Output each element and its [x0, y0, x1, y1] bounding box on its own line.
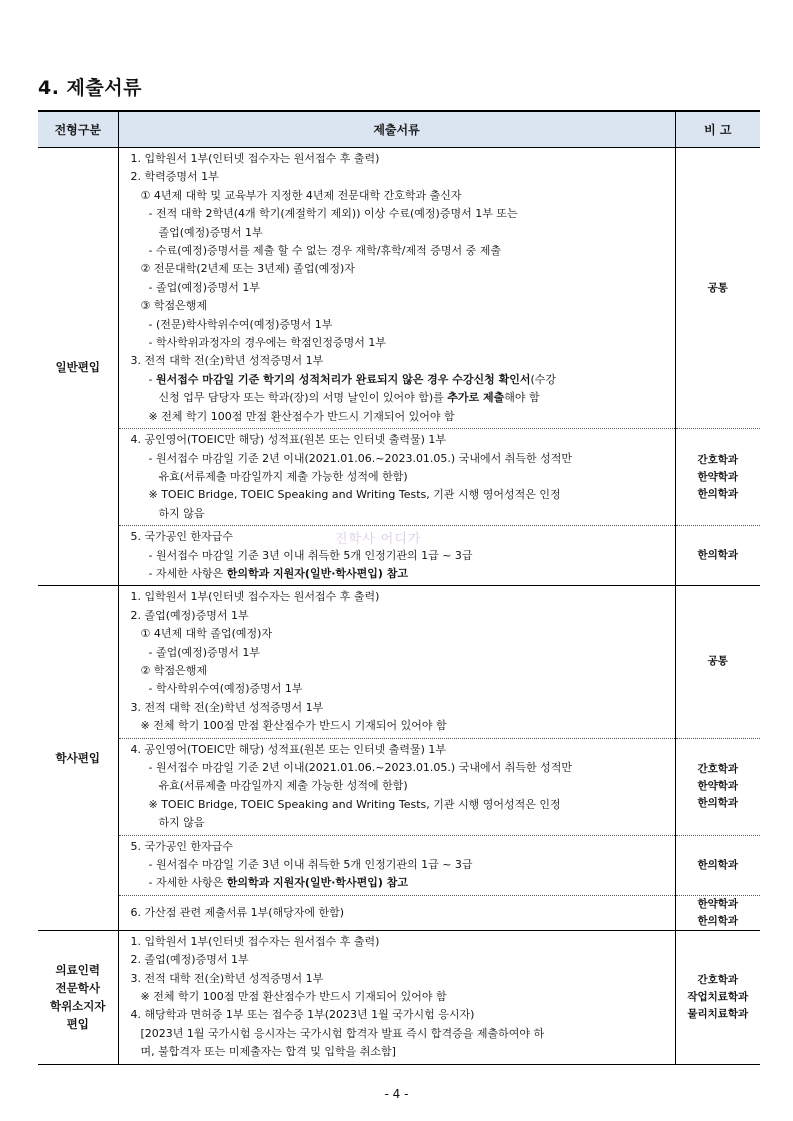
document-line: ※ TOEIC Bridge, TOEIC Speaking and Writing Tests, 기관 시행 영어성적은 인정 — [148, 488, 561, 502]
document-line: 4. 해당학과 면허증 1부 또는 접수증 1부(2023년 1월 국가시험 응시자) — [130, 1008, 475, 1022]
note-cell: 한의학과 — [675, 526, 760, 586]
document-line: - 졸업(예정)증명서 1부 — [148, 645, 261, 659]
document-line: - 원서접수 마감일 기준 3년 이내 취득한 5개 인정기관의 1급 ~ 3급 — [148, 548, 473, 562]
document-line: 신청 업무 담당자 또는 학과(장)의 서명 날인이 있어야 함)를 추가로 제출해야 함 — [158, 391, 540, 405]
document-line: 1. 입학원서 1부(인터넷 접수자는 원서접수 후 출력) — [130, 590, 380, 604]
document-line: 졸업(예정)증명서 1부 — [158, 225, 263, 239]
document-line: 며, 불합격자 또는 미제출자는 합격 및 입학을 취소함] — [140, 1045, 396, 1059]
header-note: 비 고 — [675, 111, 760, 148]
table-header-row — [38, 111, 760, 148]
document-line: - 원서접수 마감일 기준 2년 이내(2021.01.06.~2023.01.05.) 국내에서 취득한 성적만 — [148, 761, 572, 774]
document-line: - 원서접수 마감일 기준 학기의 성적처리가 완료되지 않은 경우 수강신청 확인서(수강 — [148, 372, 557, 386]
document-line: - (전문)학사학위수여(예정)증명서 1부 — [148, 317, 333, 331]
document-line: - 원서접수 마감일 기준 2년 이내(2021.01.06.~2023.01.05.) 국내에서 취득한 성적만 — [148, 451, 572, 465]
document-line: - 학사학위수여(예정)증명서 1부 — [148, 682, 303, 696]
document-line: 6. 가산점 관련 제출서류 1부(해당자에 한함) — [130, 905, 345, 919]
document-line: 5. 국가공인 한자급수 — [130, 530, 233, 544]
document-line: ③ 학점은행제 — [140, 299, 207, 313]
document-line: 4. 공인영어(TOEIC만 해당) 성적표(원본 또는 인터넷 출력물) 1부 — [130, 742, 447, 756]
admission-type-cell: 일반편입 — [38, 148, 118, 586]
document-line: ※ 전체 학기 100점 만점 환산점수가 반드시 기재되어 있어야 함 — [140, 990, 447, 1004]
document-line: 1. 입학원서 1부(인터넷 접수자는 원서접수 후 출력) — [130, 934, 380, 948]
documents-cell — [118, 148, 675, 429]
table-row — [38, 895, 760, 930]
watermark-logo: 진학사 어디가 — [335, 532, 422, 547]
document-line: - 원서접수 마감일 기준 3년 이내 취득한 5개 인정기관의 1급 ~ 3급 — [148, 858, 473, 872]
document-line: - 자세한 사항은 한의학과 지원자(일반·학사편입) 참고 — [148, 876, 409, 890]
note-cell: 공통 — [675, 586, 760, 738]
document-line: 3. 전적 대학 전(全)학년 성적증명서 1부 — [130, 700, 324, 714]
note-cell: 공통 — [675, 148, 760, 429]
note-cell: 간호학과 한약학과 한의학과 — [675, 738, 760, 835]
table-row — [38, 930, 760, 1064]
document-line: ※ 전체 학기 100점 만점 환산점수가 반드시 기재되어 있어야 함 — [148, 409, 455, 423]
documents-table — [38, 110, 760, 1065]
header-type: 전형구분 — [38, 111, 118, 148]
document-line: [2023년 1월 국가시험 응시자는 국가시험 합격자 발표 즉시 합격증을 제출하여야 하 — [140, 1026, 545, 1040]
document-line: - 수료(예정)증명서를 제출 할 수 없는 경우 재학/휴학/제적 증명서 중 제출 — [148, 244, 501, 258]
table-row — [38, 586, 760, 738]
table-row — [38, 526, 760, 586]
section-title: 4. 제출서류 — [38, 77, 142, 99]
table-row — [38, 429, 760, 526]
document-line: 하지 않음 — [158, 506, 205, 520]
note-cell: 한약학과 한의학과 — [675, 895, 760, 930]
header-documents: 제출서류 — [118, 111, 675, 148]
document-line: 3. 전적 대학 전(全)학년 성적증명서 1부 — [130, 971, 324, 985]
table-row — [38, 835, 760, 895]
documents-cell — [118, 930, 675, 1064]
document-line: 하지 않음 — [158, 816, 205, 830]
documents-cell — [118, 835, 675, 895]
document-line: 2. 졸업(예정)증명서 1부 — [130, 608, 249, 622]
document-line: 2. 학력증명서 1부 — [130, 170, 219, 184]
document-line: 5. 국가공인 한자급수 — [130, 839, 233, 853]
admission-type-cell: 의료인력 전문학사 학위소지자 편입 — [38, 930, 118, 1064]
document-line: 유효(서류제출 마감일까지 제출 가능한 성적에 한함) — [158, 779, 408, 793]
document-line: 4. 공인영어(TOEIC만 해당) 성적표(원본 또는 인터넷 출력물) 1부 — [130, 433, 447, 447]
document-line: - 전적 대학 2학년(4개 학기(계절학기 제외)) 이상 수료(예정)증명서 1부 또는 — [148, 207, 518, 221]
document-line: ① 4년제 대학 및 교육부가 지정한 4년제 전문대학 간호학과 출신자 — [140, 188, 462, 202]
document-line: 3. 전적 대학 전(全)학년 성적증명서 1부 — [130, 354, 324, 368]
document-line: - 학사학위과정자의 경우에는 학점인정증명서 1부 — [148, 336, 386, 350]
page-number: - 4 - — [384, 1087, 409, 1101]
document-line: - 자세한 사항은 한의학과 지원자(일반·학사편입) 참고 — [148, 566, 409, 580]
documents-cell — [118, 526, 675, 586]
document-line: 유효(서류제출 마감일까지 제출 가능한 성적에 한함) — [158, 469, 408, 483]
note-cell: 간호학과 한약학과 한의학과 — [675, 429, 760, 526]
table-row — [38, 148, 760, 429]
document-line: ※ 전체 학기 100점 만점 환산점수가 반드시 기재되어 있어야 함 — [140, 719, 447, 733]
document-line: 2. 졸업(예정)증명서 1부 — [130, 953, 249, 967]
document-line: ① 4년제 대학 졸업(예정)자 — [140, 627, 273, 641]
document-line: ※ TOEIC Bridge, TOEIC Speaking and Writing Tests, 기관 시행 영어성적은 인정 — [148, 797, 561, 811]
documents-cell — [118, 429, 675, 526]
documents-cell — [118, 586, 675, 738]
table-row — [38, 738, 760, 835]
documents-cell — [118, 738, 675, 835]
document-line: ② 학점은행제 — [140, 663, 207, 677]
admission-type-cell: 학사편입 — [38, 586, 118, 931]
table-body — [38, 148, 760, 1065]
documents-cell — [118, 895, 675, 930]
document-line: - 졸업(예정)증명서 1부 — [148, 280, 261, 294]
note-cell: 간호학과 작업치료학과 물리치료학과 — [675, 930, 760, 1064]
note-cell: 한의학과 — [675, 835, 760, 895]
document-line: 1. 입학원서 1부(인터넷 접수자는 원서접수 후 출력) — [130, 152, 380, 165]
document-line: ② 전문대학(2년제 또는 3년제) 졸업(예정)자 — [140, 262, 355, 276]
